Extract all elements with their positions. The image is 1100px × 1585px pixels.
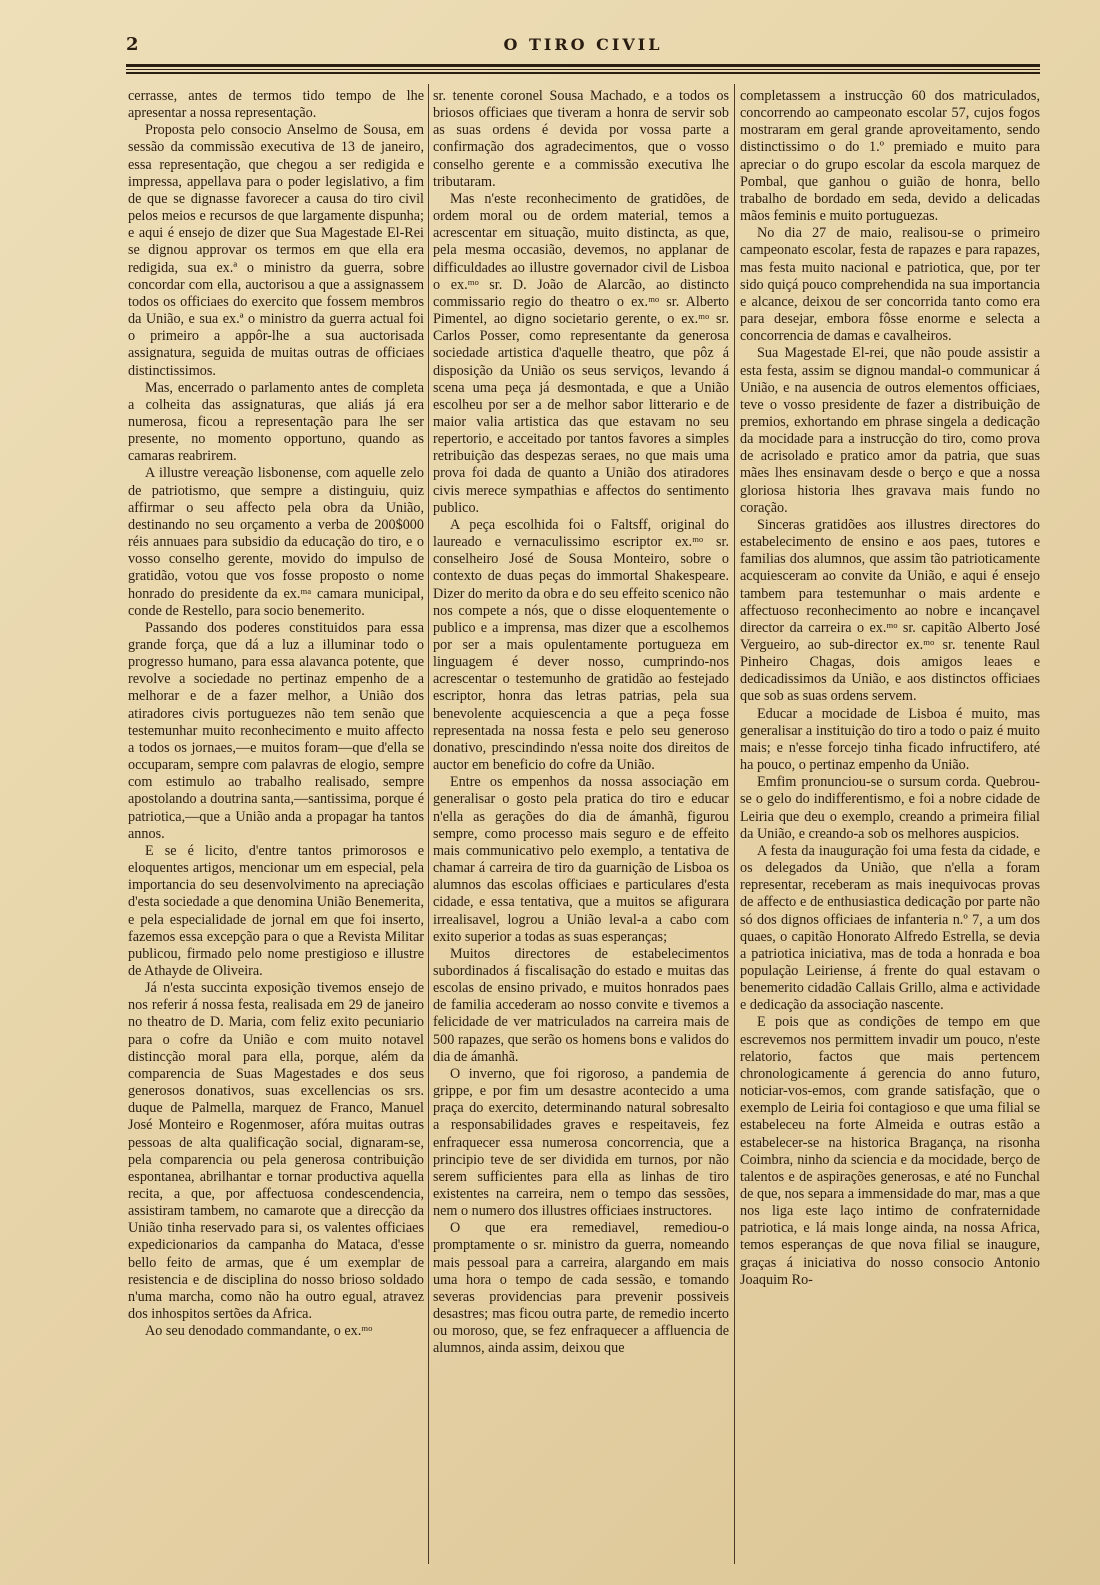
paragraph: Sinceras gratidões aos illustres directores do estabelecimento de ensino e aos paes, tutores e familias dos alumnos, que assim tão patrioticamente acquiesceram ao convite da União, e aqui é ensejo tambem para testemunhar o mais ardente e affectuoso reconhecimento ao nobre e incançavel director da carreira o ex.ᵐᵒ sr. capitão Alberto José Vergueiro, ao sub-director ex.ᵐᵒ sr. tenente Raul Pinheiro Chagas, dois amigos leaes e dedicadissimos da União, e aos distinctos officiaes que sob as suas ordens servem. xyxy=(740,516,1040,705)
header-rule-lower xyxy=(126,72,1040,74)
paragraph: sr. tenente coronel Sousa Machado, e a todos os briosos officiaes que tiveram a honra de servir sob as suas ordens é devida por vossa parte a confirmação dos agradecimentos, que o vosso conselho gerente e a commissão executiva lhe tributaram. xyxy=(433,88,729,190)
paragraph: O que era remediavel, remediou-o promptamente o sr. ministro da guerra, nomeando mais pessoal para a carreira, alargando em mais uma hora o tempo de cada sessão, e tomando severas providencias para prevenir possiveis desastres; mas ficou outra parte, de remedio incerto ou moroso, que, se fez enfraquecer a affluencia de alumnos, ainda assim, deixou que xyxy=(433,1220,729,1357)
running-title: O TIRO CIVIL xyxy=(503,35,663,54)
paragraph: A peça escolhida foi o Faltsff, original do laureado e vernaculissimo escriptor ex.ᵐᵒ sr. conselheiro José de Sousa Monteiro, sobre o contexto de duas peças do immortal Shakespeare. Dizer do merito da obra e do seu effeito scenico não nos compete a nós, que o disse eloquentemente o publico e a imprensa, mas dizer que a escolhemos por ser a mais opulentamente portugueza em linguagem é dever nosso, cumprindo-nos acrescentar o testemunho de gratidão ao festejado escriptor, honra das letras patrias, pela sua benevolente acquiescencia a que a peça fosse representada na nossa festa e pelo seu generoso donativo, prescindindo n'essa noite dos direitos de auctor em beneficio do cofre da União. xyxy=(433,516,729,774)
paragraph: O inverno, que foi rigoroso, a pandemia de grippe, e por fim um desastre acontecido a uma praça do exercito, determinando natural sobresalto a responsabilidades graves e respeitaveis, fez enfraquecer essa numerosa concorrencia, que a principio teve de ser dividida em turnos, por não serem sufficientes para ella as linhas de tiro existentes na carreira, nem o tempo das sessões, nem o numero dos illustres officiaes instructores. xyxy=(433,1065,729,1220)
paragraph: Passando dos poderes constituidos para essa grande força, que dá a luz a illuminar todo o progresso humano, para essa alavanca potente, que revolve a sociedade no pertinaz empenho de a melhorar e de a fazer melhor, a União dos atiradores civis portuguezes não tem senão que testemunhar muito reconhecimento e muito affecto a todos os jornaes,—e muitos foram—que d'ella se occuparam, sempre com palavras de elogio, sempre com estimulo ao trabalho realisado, sempre apostolando a doutrina santa,—santissima, porque é patriotica,—que a União anda a propagar ha tantos annos. xyxy=(128,619,424,842)
paragraph: No dia 27 de maio, realisou-se o primeiro campeonato escolar, festa de rapazes e para rapazes, mas festa muito nacional e patriotica, que, por ter sido quiçá pouco comprehendida na sua importancia e alcance, deixou de ser concorrida tanto como era para desejar, embora fôsse enorme e selecta a concorrencia de damas e cavalheiros. xyxy=(740,225,1040,345)
paragraph: Ao seu denodado commandante, o ex.ᵐᵒ xyxy=(145,1323,373,1340)
header-rule-thin xyxy=(126,69,1040,70)
paragraph: Muitos directores de estabelecimentos subordinados á fiscalisação do estado e muitas das escolas de ensino privado, e muitos honrados paes de familia accederam ao nosso convite e tivemos a felicidade de ver matriculados na carreira mais de 500 rapazes, que serão os homens bons e validos do dia de ámanhã. xyxy=(433,945,729,1065)
page-header xyxy=(126,30,1040,60)
paragraph: A illustre vereação lisbonense, com aquelle zelo de patriotismo, que sempre a distinguiu, quiz affirmar o seu affecto pela obra da União, destinando no seu orçamento a verba de 200$000 réis annuaes para subsidio da educação do tiro, e o vosso conselho gerente, movido do impulso de gratidão, votou que vos fosse proposto o nome honrado do presidente da ex.ᵐᵃ camara municipal, conde de Restello, para socio benemerito. xyxy=(128,465,424,619)
header-rule xyxy=(126,64,1040,67)
paragraph: Educar a mocidade de Lisboa é muito, mas generalisar a instituição do tiro a todo o paiz é muito mais; e n'esse forcejo tinha ficado infructifero, até ha pouco, o pertinaz empenho da União. xyxy=(740,705,1040,774)
text-column-1 xyxy=(128,88,424,1568)
paragraph: E se é licito, d'entre tantos primorosos e eloquentes artigos, mencionar um em especial, pela importancia do seu desenvolvimento na apreciação d'esta sociedade a que denomina União Benemerita, e pela especialidade de jornal em que foi inserto, fazemos essa excepção para o que a Revista Militar publicou, firmado pelo nome prestigioso e illustre de Athayde de Oliveira. xyxy=(128,842,424,979)
paragraph: Proposta pelo consocio Anselmo de Sousa, em sessão da commissão executiva de 13 de janeiro, essa representação, que chegou a ser redigida e impressa, appellava para o poder legislativo, a fim de que se dignasse favorecer a causa do tiro civil pelos meios e recursos de que largamente dispunha; e aqui é ensejo de dizer que Sua Magestade El-Rei se dignou approvar os termos em que ella era redigida, sua ex.ª o ministro da guerra, sobre concordar com ella, auctorisou a que a assignassem todos os officiaes do exercito que fossem membros da União, e sua ex.ª o ministro da guerra actual foi o primeiro a appôr-lhe a sua auctorisada assignatura, seguida de muitas outras de officiaes distinctissimos. xyxy=(128,122,424,379)
column-divider xyxy=(734,84,735,1564)
paragraph: Já n'esta succinta exposição tivemos ensejo de nos referir á nossa festa, realisada em 29 de janeiro no theatro de D. Maria, com feliz exito pecuniario para o cofre da União e com muito notavel distincção moral para ella, porque, além da comparencia de Suas Magestades e dos seus generosos donativos, suas excellencias os srs. duque de Palmella, marquez de Franco, Manuel José Monteiro e Rogenmoser, afóra muitas outras pessoas de alta qualificação social, dignaram-se, pela comparencia ou pela generosa contribuição espontanea, abrilhantar e tornar productiva aquella recita, a que, por affectuosa condescendencia, assistiram tambem, no camarote que a direcção da União tinha reservado para si, os valentes officiaes expedicionarios da campanha do Mataca, d'esse bello feito de armas, que é um exemplar de resistencia e de disciplina do nosso brioso soldado n'uma marcha, como não ha outro egual, atravez dos inhospitos sertões da Africa. xyxy=(128,980,424,1323)
page-number: 2 xyxy=(126,34,139,55)
paragraph: Emfim pronunciou-se o sursum corda. Quebrou-se o gelo do indifferentismo, e foi a nobre cidade de Leiria que deu o exemplo, creando a primeira filial da União, e creando-a sob os melhores auspicios. xyxy=(740,774,1040,842)
paragraph: Mas n'este reconhecimento de gratidões, de ordem moral ou de ordem material, temos a acrescentar em situação, muito distincta, as que, pela mesma occasião, devemos, no applanar de difficuldades ao illustre governador civil de Lisboa o ex.ᵐᵒ sr. D. João de Alarcão, ao distincto commissario regio do theatro o ex.ᵐᵒ sr. Alberto Pimentel, ao digno societario gerente, o ex.ᵐᵒ sr. Carlos Posser, como representante da generosa sociedade artistica d'aquelle theatro, que pôz á disposição da União os seus serviços, levando á scena uma peça já desmontada, e que a União escolheu por ser a de melhor sabor litterario e de maior valia artistica das que estavam no seu repertorio, e acceitado por tantos favores a simples retribuição das despezas seraes, no que mais uma prova foi dada de quanto a União dos atiradores civis merece sympathias e affectos do sentimento publico. xyxy=(433,190,729,516)
paragraph: A festa da inauguração foi uma festa da cidade, e os delegados da União, que n'ella a foram representar, receberam as mais inequivocas provas de affecto e de enthusiastica dedicação por parte não só dos dignos officiaes de infanteria n.º 7, a um dos quaes, o capitão Honorato Alfredo Estrella, se devia a patriotica iniciativa, mas de toda a honrada e boa população Leiriense, á frente do qual estavam o benemerito cidadão Callais Grillo, alma e actividade e dedicação da associação nascente. xyxy=(740,842,1040,1014)
paragraph: Sua Magestade El-rei, que não poude assistir a esta festa, assim se dignou mandal-o communicar á União, e na ausencia de outros elementos officiaes, teve o vosso presidente de fazer a distribuição de premios, exhortando em phrase singela a dedicação da mocidade para a instrucção do tiro, como prova de acrisolado e pratico amor da patria, que suas mães lhes ensinavam desde o berço e que a nossa gloriosa historia lhes gravava mais fundo no coração. xyxy=(740,345,1040,516)
text-column-3 xyxy=(740,88,1040,1568)
text-column-2 xyxy=(433,88,729,1568)
paragraph: completassem a instrucção 60 dos matriculados, concorrendo ao campeonato escolar 57, cujos fogos mostraram em geral grande aproveitamento, sendo distinctissimo o do 1.º premiado e muito para apreciar o do grupo escolar da escola marquez de Pombal, que ganhou o guião de honra, bello trabalho de bordado em seda, devido a delicadas mãos feminis e muito portuguezas. xyxy=(740,88,1040,225)
column-divider xyxy=(428,84,429,1564)
paragraph: Entre os empenhos da nossa associação em generalisar o gosto pela pratica do tiro e educar n'ella as gerações do dia de ámanhã, figurou sempre, como processo mais seguro e de effeito mais communicativo pelo exemplo, a tentativa de chamar á carreira de tiro da guarnição de Lisboa os alumnos das escolas officiaes e particulares d'esta cidade, e essa tentativa, que a muitos se afigurara irrealisavel, logrou a União leval-a a cabo com exito superior a todas as suas esperanças; xyxy=(433,774,729,945)
paragraph: Mas, encerrado o parlamento antes de completa a colheita das assignaturas, que aliás já era numerosa, ficou a representação para lhe ser presente, no momento opportuno, quando as camaras reabrirem. xyxy=(128,379,424,465)
paragraph: E pois que as condições de tempo em que escrevemos nos permittem invadir um pouco, n'este relatorio, factos que mais pertencem chronologicamente á gerencia do anno futuro, noticiar-vos-emos, com grande satisfação, que o exemplo de Leiria foi contagioso e que uma filial se estabeleceu na forte Almeida e outras estão a estabelecer-se na historica Bragança, na risonha Coimbra, ninho da sciencia e da mocidade, berço de talentos e de aspirações generosas, e até no Funchal de que, nos separa a immensidade do mar, mas a que nos liga este laço intimo de confraternidade patriotica, e lá mais longe ainda, na nossa Africa, temos esperanças de que nova filial se inaugure, graças á iniciativa do nosso consocio Antonio Joaquim Ro- xyxy=(740,1014,1040,1288)
paragraph: cerrasse, antes de termos tido tempo de lhe apresentar a nossa representação. xyxy=(128,88,424,122)
